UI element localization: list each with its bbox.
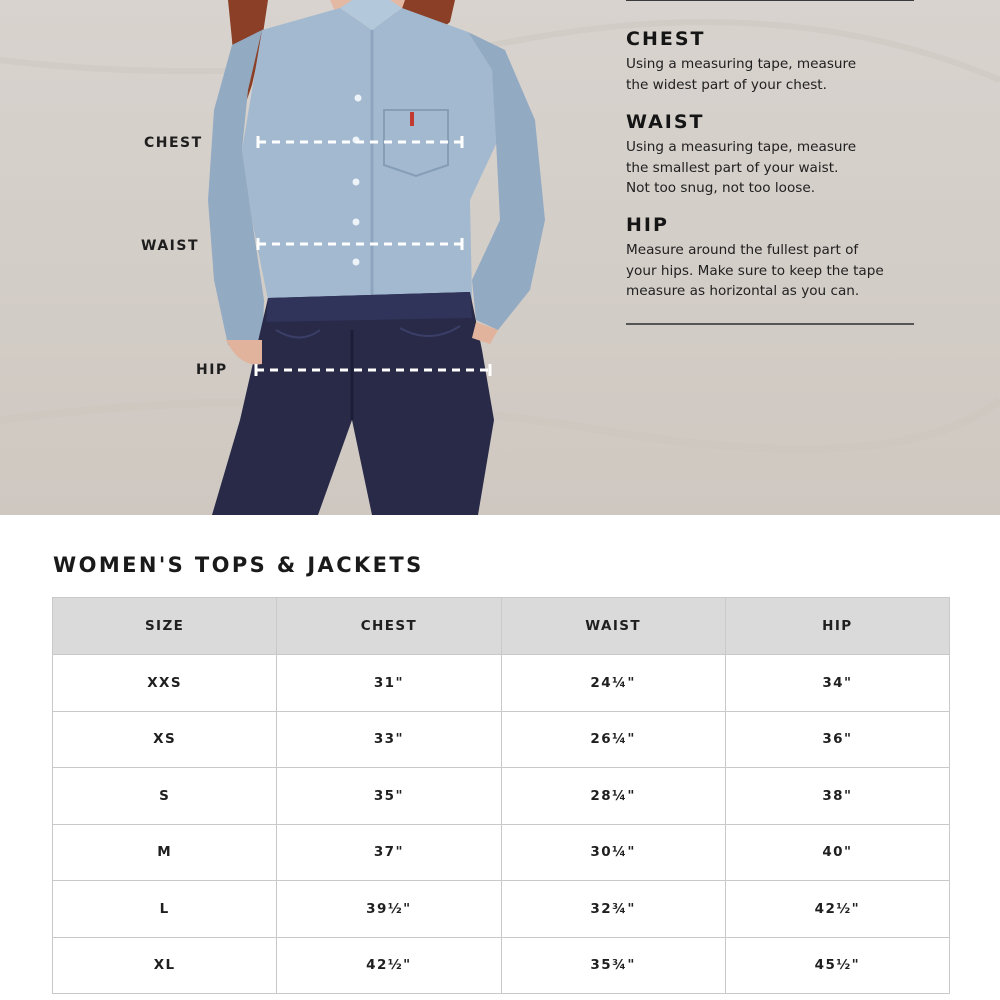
waist-title: WAIST xyxy=(626,111,705,133)
hip-body: Measure around the fullest part of your hips. Make sure to keep the tape measure as horizontal as you can. xyxy=(626,242,884,299)
chest-cell: 31" xyxy=(277,655,501,712)
waist-instructions xyxy=(626,111,926,199)
hip-label: HIP xyxy=(196,362,228,378)
size-cell: XS xyxy=(53,711,277,768)
size-cell: M xyxy=(53,824,277,881)
top-divider xyxy=(626,0,914,1)
waist-cell: 30¼" xyxy=(501,824,725,881)
chest-title: CHEST xyxy=(626,28,706,50)
table-row xyxy=(53,768,950,825)
waist-body: Using a measuring tape, measure the smallest part of your waist. Not too snug, not too loose. xyxy=(626,139,857,196)
size-cell: L xyxy=(53,881,277,938)
chest-cell: 39½" xyxy=(277,881,501,938)
table-row xyxy=(53,937,950,994)
header-hip: HIP xyxy=(725,598,949,655)
waist-cell: 26¼" xyxy=(501,711,725,768)
waist-cell: 35¾" xyxy=(501,937,725,994)
header-chest: CHEST xyxy=(277,598,501,655)
chest-cell: 35" xyxy=(277,768,501,825)
chest-cell: 42½" xyxy=(277,937,501,994)
hip-cell: 38" xyxy=(725,768,949,825)
chest-cell: 37" xyxy=(277,824,501,881)
table-row xyxy=(53,711,950,768)
hip-instructions xyxy=(626,214,926,302)
size-cell: XXS xyxy=(53,655,277,712)
hip-cell: 45½" xyxy=(725,937,949,994)
chest-cell: 33" xyxy=(277,711,501,768)
chest-instructions xyxy=(626,28,926,95)
size-chart-title: WOMEN'S TOPS & JACKETS xyxy=(53,553,424,577)
hip-cell: 42½" xyxy=(725,881,949,938)
hip-cell: 36" xyxy=(725,711,949,768)
shirt xyxy=(242,8,498,300)
hip-cell: 40" xyxy=(725,824,949,881)
size-cell: S xyxy=(53,768,277,825)
table-row xyxy=(53,881,950,938)
hip-cell: 34" xyxy=(725,655,949,712)
table-row xyxy=(53,655,950,712)
waist-cell: 32¾" xyxy=(501,881,725,938)
size-cell: XL xyxy=(53,937,277,994)
table-header-row xyxy=(53,598,950,655)
chest-body: Using a measuring tape, measure the widest part of your chest. xyxy=(626,56,857,93)
waist-label: WAIST xyxy=(141,238,199,254)
size-chart-table xyxy=(52,597,950,994)
table-row xyxy=(53,824,950,881)
header-waist: WAIST xyxy=(501,598,725,655)
chest-label: CHEST xyxy=(144,135,203,151)
waist-cell: 24¼" xyxy=(501,655,725,712)
header-size: SIZE xyxy=(53,598,277,655)
hip-title: HIP xyxy=(626,214,669,236)
waist-cell: 28¼" xyxy=(501,768,725,825)
bottom-divider xyxy=(626,323,914,325)
